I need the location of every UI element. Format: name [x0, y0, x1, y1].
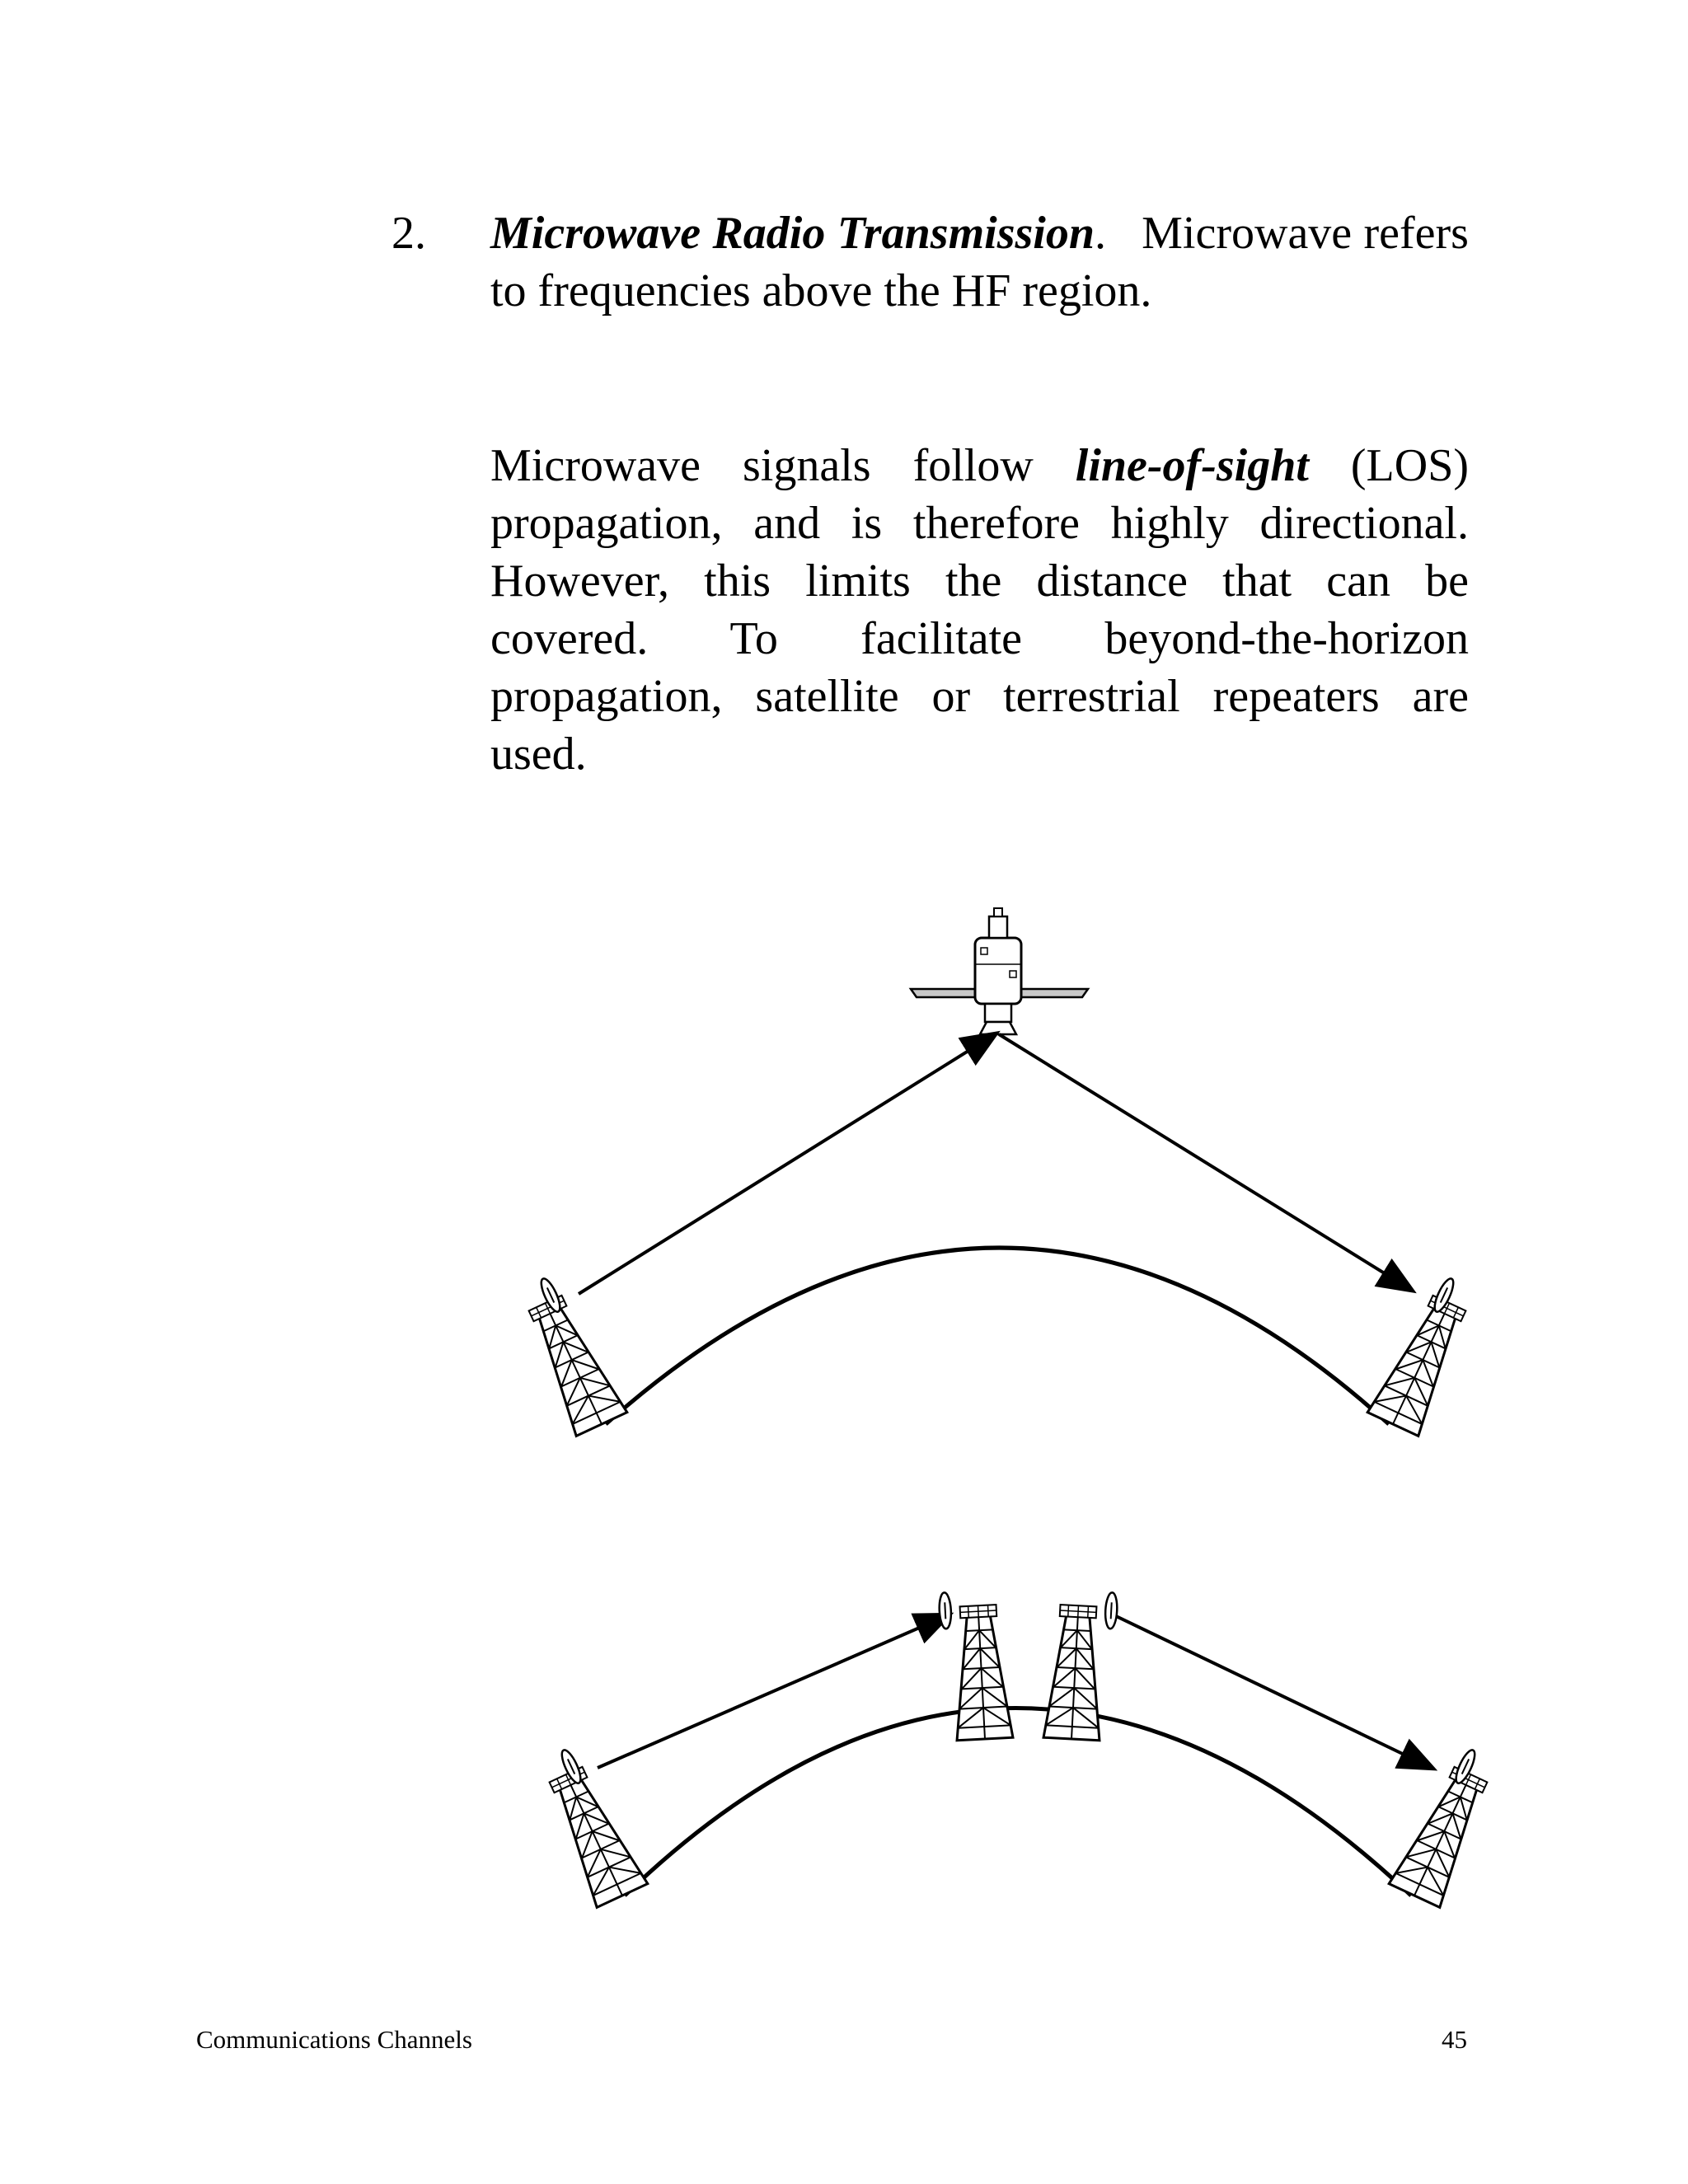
section-title: Microwave Radio Transmission [490, 208, 1095, 259]
terrestrial-diagram [531, 1589, 1506, 1907]
link-beam-1 [598, 1615, 948, 1768]
earth-curvature [625, 1708, 1411, 1896]
link-beam-2 [1114, 1615, 1432, 1768]
satellite-diagram [510, 908, 1484, 1436]
antenna-tower-icon [1367, 1270, 1484, 1436]
footer-chapter-title: Communications Channels [196, 2025, 472, 2054]
paragraph-start: Microwave signals follow [490, 440, 1034, 491]
page-number: 45 [1442, 2025, 1467, 2054]
satellite-icon [911, 908, 1088, 1034]
paragraph-rest: (LOS) propagation, and is therefore highly directional. However, this limits the distance that can be covered. To facilitate beyond-the-horizon propagation, satellite or terrestrial repeaters are used. [490, 440, 1469, 780]
earth-curvature [606, 1248, 1389, 1424]
antenna-tower-icon [1389, 1741, 1506, 1907]
antenna-tower-icon [939, 1589, 1013, 1741]
emphasis-term: line-of-sight [1075, 440, 1309, 491]
antenna-tower-icon [510, 1270, 627, 1436]
antenna-tower-icon [531, 1741, 648, 1907]
section-intro: Microwave refers to frequencies above the HF region. [490, 208, 1469, 316]
dish-icon [1104, 1592, 1118, 1629]
dish-icon [939, 1592, 952, 1629]
section-title-punct: . [1095, 208, 1106, 259]
item-number: 2. [392, 208, 426, 259]
